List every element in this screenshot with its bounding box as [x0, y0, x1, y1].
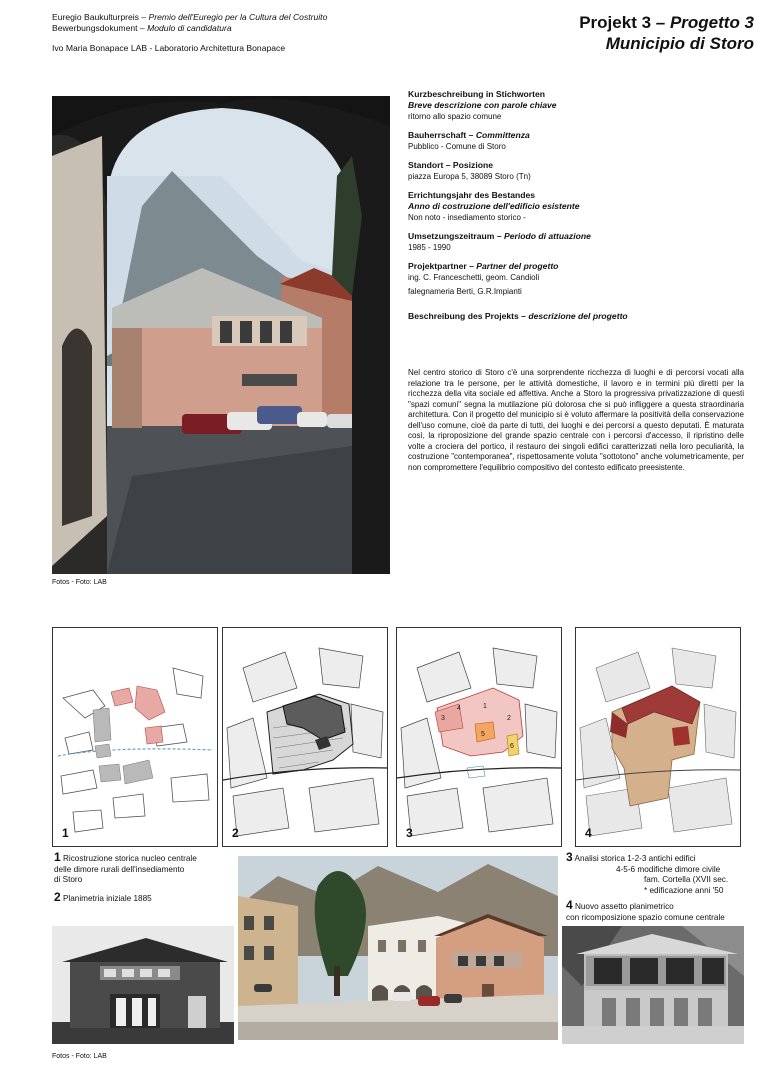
plan-3-label-3: 3 — [441, 715, 445, 722]
photo-caption-2: Fotos - Foto: LAB — [52, 1053, 107, 1060]
plan-2 — [222, 627, 388, 847]
info-partner: Projektpartner – Partner del progetto ing. C. Franceschetti, geom. Candioli falegnameria Berti, G.R.Impianti — [408, 261, 559, 296]
photo-caption-1: Fotos - Foto: LAB — [52, 579, 107, 586]
info-year: Errichtungsjahr des Bestandes Anno di costruzione dell'edificio esistente Non noto - insediamento storico - — [408, 190, 580, 222]
plan-3-label-4: 4 — [457, 705, 461, 712]
plan-1-number: 1 — [62, 826, 69, 840]
model-photo-right — [562, 926, 744, 1044]
plan-1 — [52, 627, 218, 847]
description-text: Nel centro storico di Storo c'è una sorprendente ricchezza di luoghi e di percorsi vocati alla relazione tra le persone, per le attività domestiche, il lavoro e in termini più diretti per la ricchezza della vita sociale ed affettiva. Anche a Storo la progressiva privatizzazione di questi "spazi comuni" segna la mutilazione più dolorosa che si può infliggere a questa straordinaria architettura. Con il progetto del municipio si è voluto affermare la positività della conservazione dell'uso comune, cioè da parte di tutti, dei luoghi e dei percorsi a questo deputati. È maturata così, la riproposizione del grande spazio centrale con i percorsi d'accesso, il ripristino delle volte a crociera del portico, il restauro dei singoli edifici caratterizzati nella loro peculiarità, la costruzione "contemporanea", rispettosamente voluta "sottotono" anche volumetricamente, per non compromettere l'equilibrio compositivo del contesto edificato preesistente. — [408, 368, 744, 472]
header-left — [52, 12, 412, 54]
plan-3-number: 3 — [406, 826, 413, 840]
legend-left: 1 Ricostruzione storica nucleo centrale delle dimore rurali dell'insediamento di Storo 2 Planimetria iniziale 1885 — [54, 850, 197, 904]
plan-3-label-5: 5 — [481, 731, 485, 738]
square-photo — [238, 856, 558, 1040]
info-short: Kurzbeschreibung in Stichworten Breve descrizione con parole chiave ritorno allo spazio comune — [408, 89, 557, 121]
info-location: Standort – Posizione piazza Europa 5, 38089 Storo (Tn) — [408, 160, 531, 181]
plan-4-number: 4 — [585, 826, 592, 840]
plan-3-label-2: 2 — [507, 715, 511, 722]
main-photo — [52, 96, 390, 574]
info-client: Bauherrschaft – Committenza Pubblico - Comune di Storo — [408, 130, 530, 151]
plan-4 — [575, 627, 741, 847]
header-line-1: Euregio Baukulturpreis – Premio dell'Euregio per la Cultura del Costruito — [52, 12, 328, 22]
header-line-2: Bewerbungsdokument – Modulo di candidatura — [52, 23, 232, 33]
info-period: Umsetzungszeitraum – Periodo di attuazione 1985 - 1990 — [408, 231, 591, 252]
project-title: Projekt 3 – Progetto 3 Municipio di Storo — [579, 13, 754, 53]
plan-2-number: 2 — [232, 826, 239, 840]
info-description-heading: Beschreibung des Projekts – descrizione del progetto — [408, 311, 628, 321]
plan-3-label-1: 1 — [483, 703, 487, 710]
plan-3 — [396, 627, 562, 847]
info-block — [408, 89, 748, 330]
header-line-3: Ivo Maria Bonapace LAB - Laboratorio Architettura Bonapace — [52, 43, 286, 53]
legend-right: 3 Analisi storica 1-2-3 antichi edifici 4-5-6 modifiche dimore civile fam. Cortella (XVII sec. * edificazione anni '50 4 Nuovo assetto planimetrico con ricomposizione spazio comune centrale — [566, 850, 729, 922]
plan-3-label-6: 6 — [510, 743, 514, 750]
model-photo-left — [52, 926, 234, 1044]
